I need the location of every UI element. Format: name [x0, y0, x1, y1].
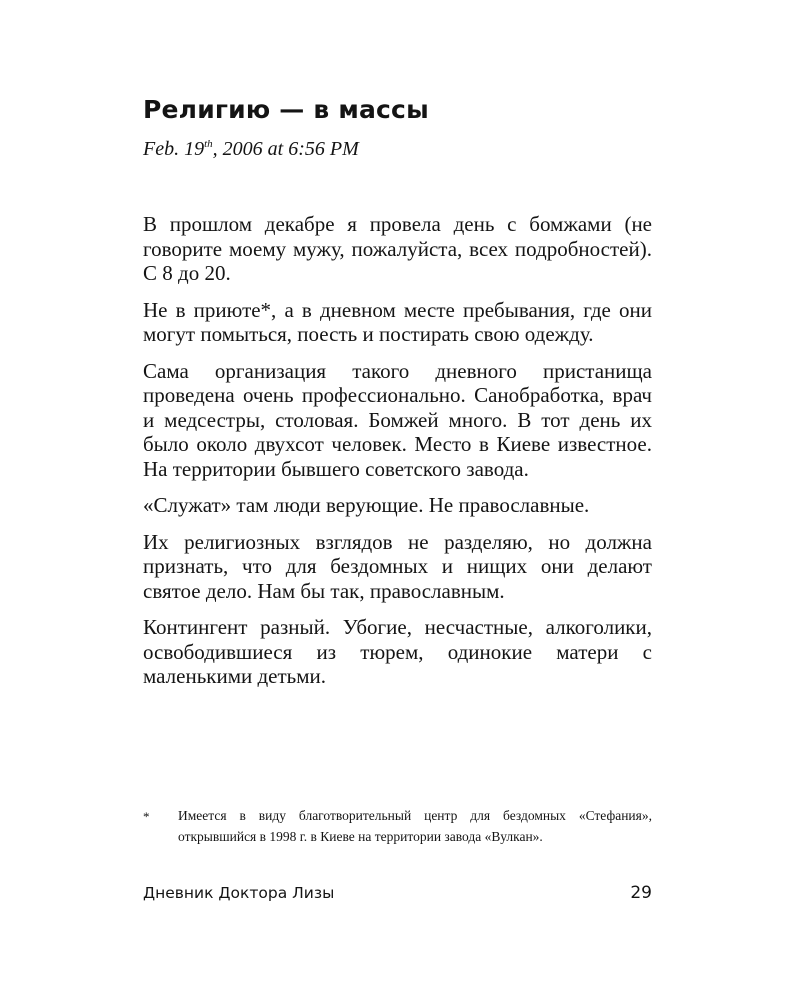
footnote-marker: * [143, 809, 150, 824]
page-number: 29 [630, 883, 652, 903]
post-date [143, 136, 652, 162]
running-footer-title: Дневник Доктора Лизы [143, 884, 335, 902]
page-content [143, 92, 652, 701]
chapter-title: Религию — в массы [143, 95, 429, 124]
date-ordinal-suffix: th [204, 138, 213, 150]
paragraph: Контингент разный. Убогие, несчастные, алкоголики, освободившиеся из тюрем, одинокие матери с маленькими детьми. [143, 615, 652, 688]
paragraph: Сама организация такого дневного пристанища проведена очень профессионально. Санобработка, врач и медсестры, столовая. Бомжей много. В тот день их было около двухсот человек. Место в Киеве известное. На территории бывшего советского завода. [143, 358, 652, 481]
footnote-text: Имеется в виду благотворительный центр для бездомных «Стефания», открывшийся в 1998 г. в Киеве на территории завода «Вулкан». [178, 808, 652, 844]
date-rest: , 2006 at 6:56 PM [212, 138, 359, 160]
page-footer [143, 883, 652, 903]
paragraph: «Служат» там люди верующие. Не православные. [143, 493, 590, 517]
paragraph: В прошлом декабре я провела день с бомжами (не говорите моему мужу, пожалуйста, всех подробностей). С 8 до 20. [143, 212, 652, 285]
body-text [143, 212, 652, 689]
footnote [143, 806, 652, 847]
date-prefix: Feb. 19 [143, 138, 205, 160]
paragraph: Не в приюте*, а в дневном месте пребывания, где они могут помыться, поесть и постирать свою одежду. [143, 297, 652, 346]
paragraph: Их религиозных взглядов не разделяю, но должна признать, что для бездомных и нищих они делают святое дело. Нам бы так, православным. [143, 529, 652, 603]
